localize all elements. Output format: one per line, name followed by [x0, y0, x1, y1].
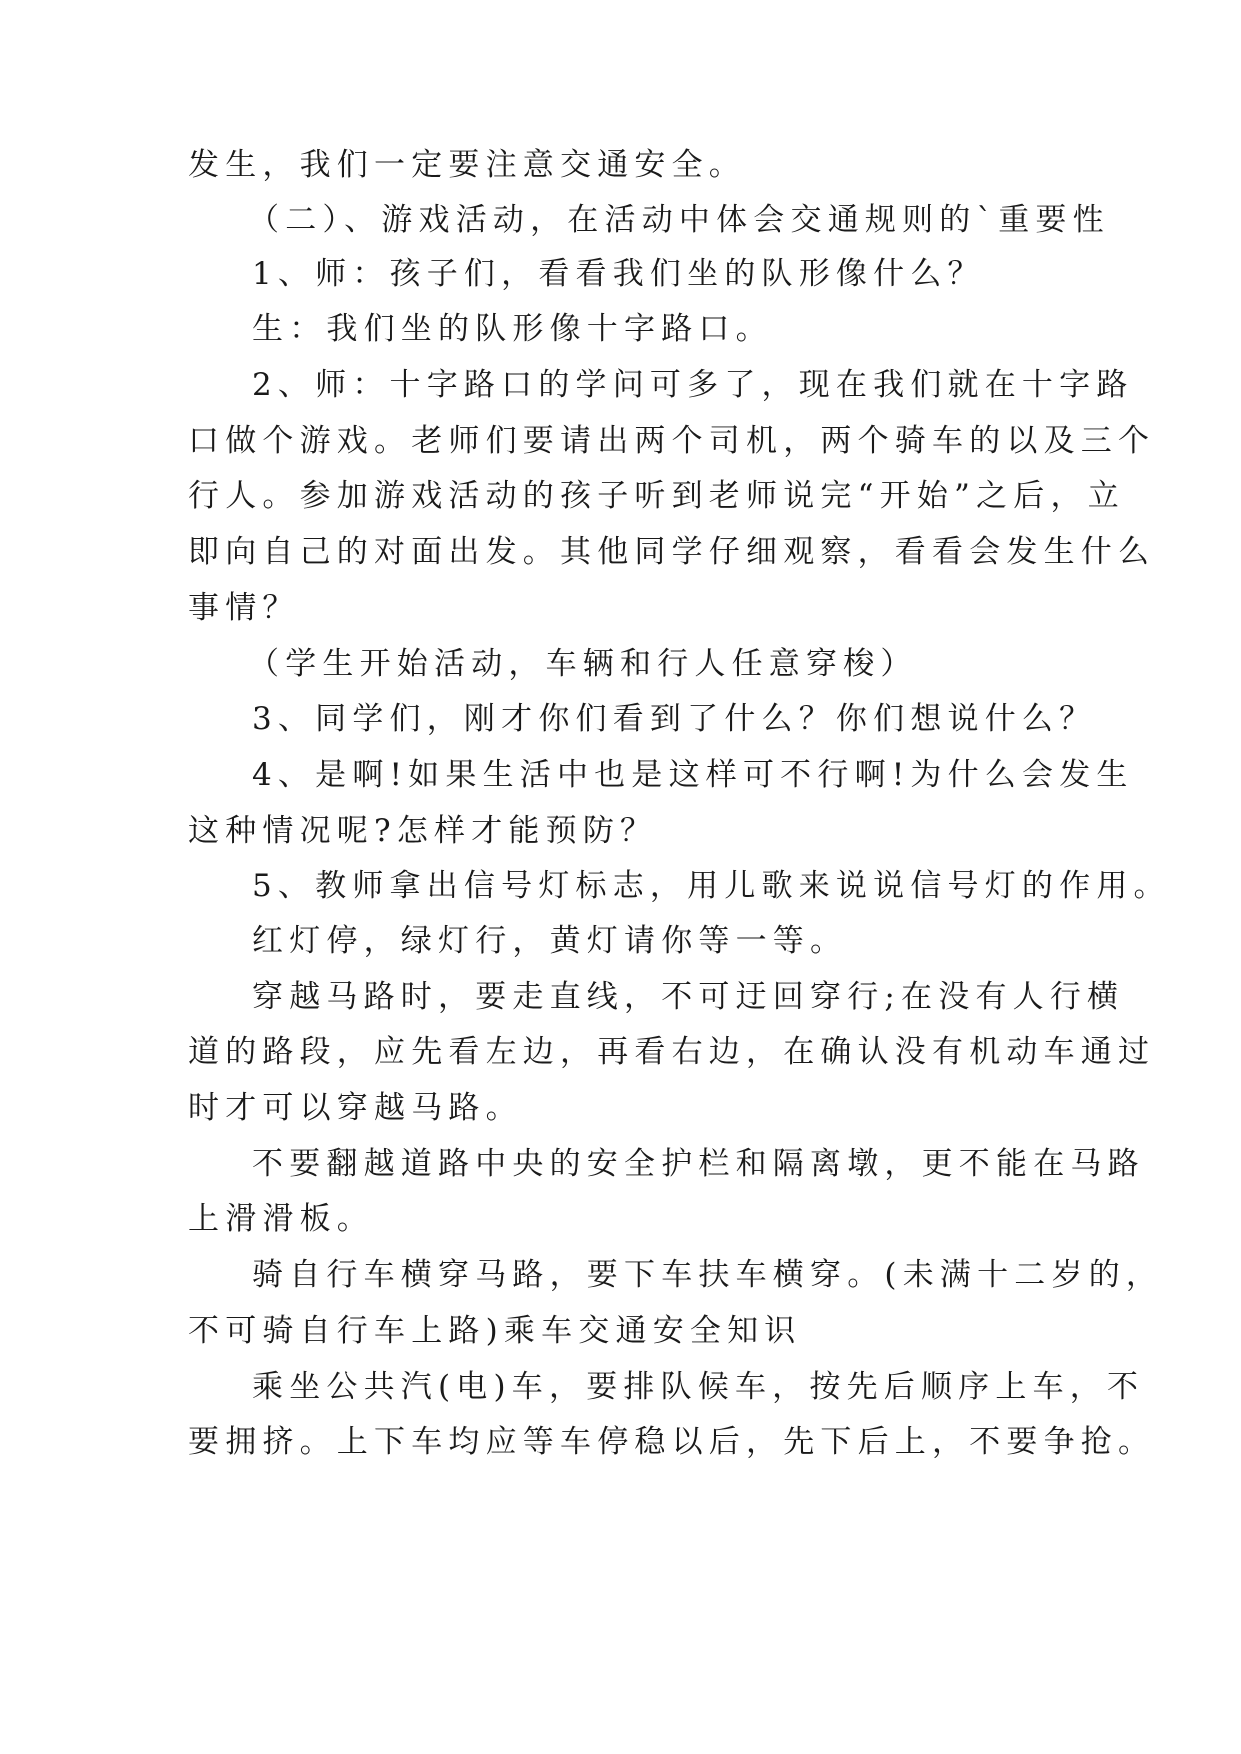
text-line-9: 事情？	[188, 590, 300, 626]
text-line-17: 道的路段，应先看左边，再看右边，在确认没有机动车通过	[188, 1034, 1156, 1070]
text-line-12: 4、是啊!如果生活中也是这样可不行啊!为什么会发生	[252, 757, 1134, 793]
text-line-19: 不要翻越道路中央的安全护栏和隔离墩，更不能在马路	[252, 1146, 1145, 1182]
text-line-21: 骑自行车横穿马路，要下车扶车横穿。(未满十二岁的，	[252, 1257, 1164, 1293]
text-line-22: 不可骑自行车上路)乘车交通安全知识	[188, 1313, 802, 1349]
text-line-7: 行人。参加游戏活动的孩子听到老师说完“开始”之后，立	[188, 478, 1125, 514]
text-line-6: 口做个游戏。老师们要请出两个司机，两个骑车的以及三个	[188, 423, 1156, 459]
text-line-13: 这种情况呢?怎样才能预防？	[188, 813, 658, 849]
text-line-14: 5、教师拿出信号灯标志，用儿歌来说说信号灯的作用。	[252, 868, 1171, 904]
text-line-18: 时才可以穿越马路。	[188, 1090, 523, 1126]
text-line-2: （二）、游戏活动，在活动中体会交通规则的`重要性	[248, 202, 1110, 238]
text-line-4: 生：我们坐的队形像十字路口。	[252, 311, 773, 347]
text-line-5: 2、师：十字路口的学问可多了，现在我们就在十字路	[252, 367, 1134, 403]
text-line-23: 乘坐公共汽(电)车，要排队候车，按先后顺序上车，不	[252, 1369, 1145, 1405]
text-line-1: 发生，我们一定要注意交通安全。	[188, 147, 746, 183]
text-line-24: 要拥挤。上下车均应等车停稳以后，先下后上，不要争抢。	[188, 1424, 1156, 1460]
text-line-11: 3、同学们，刚才你们看到了什么？你们想说什么？	[252, 701, 1097, 737]
text-line-3: 1、师：孩子们，看看我们坐的队形像什么？	[252, 256, 985, 292]
text-line-15: 红灯停，绿灯行，黄灯请你等一等。	[252, 923, 848, 959]
text-line-16: 穿越马路时，要走直线，不可迂回穿行;在没有人行横	[252, 979, 1125, 1015]
text-line-10: （学生开始活动，车辆和行人任意穿梭）	[248, 646, 918, 682]
text-line-8: 即向自己的对面出发。其他同学仔细观察，看看会发生什么	[188, 534, 1156, 570]
text-line-20: 上滑滑板。	[188, 1201, 374, 1237]
